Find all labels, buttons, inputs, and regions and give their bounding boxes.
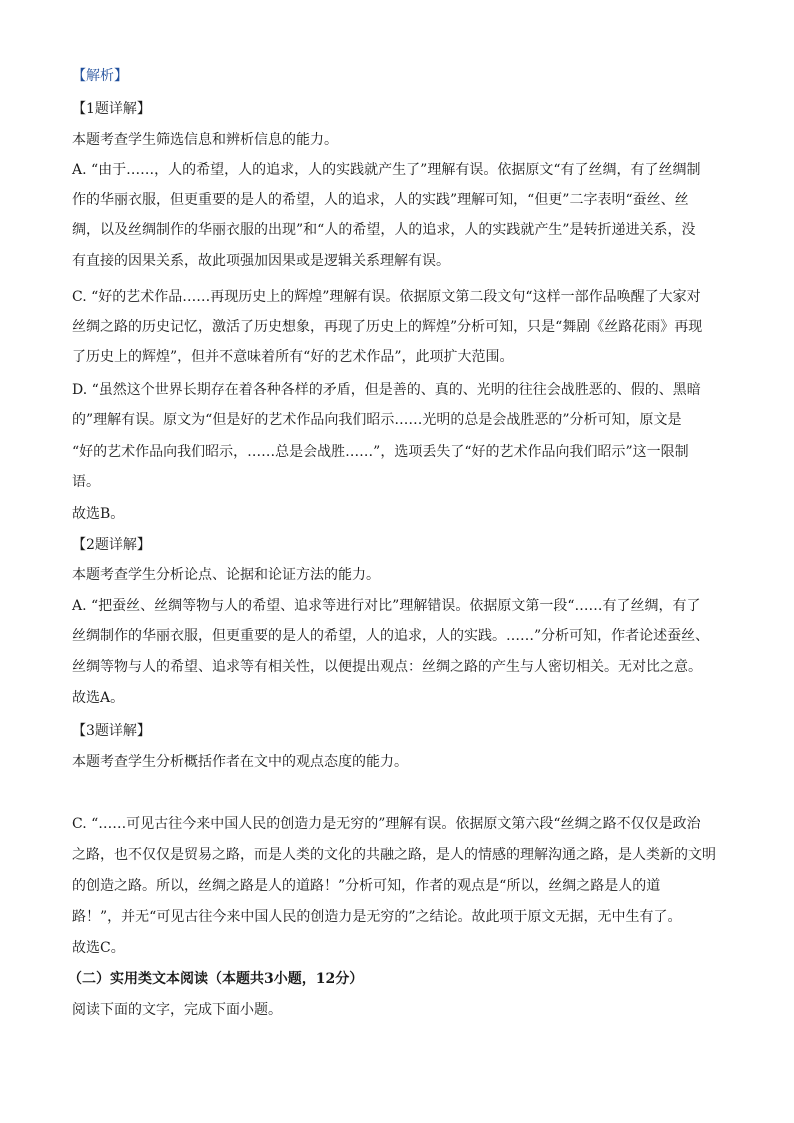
q1-option-a-line: 绸，以及丝绸制作的华丽衣服的出现”和“人的希望，人的追求，人的实践就产生”是转折递进关系，没 bbox=[72, 222, 696, 238]
q1-intro: 本题考查学生筛选信息和辨析信息的能力。 bbox=[72, 132, 338, 148]
q1-option-a-line: 作的华丽衣服，但更重要的是人的希望，人的追求，人的实践”理解可知，“但更”二字表明“蚕丝、丝 bbox=[72, 192, 689, 208]
q1-option-a-line: 有直接的因果关系，故此项强加因果或是逻辑关系理解有误。 bbox=[72, 253, 450, 269]
q1-header: 【1题详解】 bbox=[72, 101, 151, 117]
q1-option-d-line: 的”理解有误。原文为“但是好的艺术作品向我们昭示……光明的总是会战胜恶的”分析可知，原文是 bbox=[72, 412, 682, 428]
q3-answer: 故选C。 bbox=[72, 940, 125, 956]
q1-option-d-line: “好的艺术作品向我们昭示，……总是会战胜……”，选项丢失了“好的艺术作品向我们昭示”这一限制 bbox=[72, 444, 689, 460]
q1-option-c-line: 了历史上的辉煌”，但并不意味着所有“好的艺术作品”，此项扩大范围。 bbox=[72, 349, 514, 365]
q1-option-c-line: 丝绸之路的历史记忆，激活了历史想象，再现了历史上的辉煌”分析可知，只是“舞剧《丝路花雨》再现 bbox=[72, 319, 703, 335]
q3-option-c-line: 路！”，并无“可见古往今来中国人民的创造力是无穷的”之结论。故此项于原文无据，无中生有了。 bbox=[72, 909, 682, 925]
q3-intro: 本题考查学生分析概括作者在文中的观点态度的能力。 bbox=[72, 754, 408, 770]
q2-option-a-line: 丝绸制作的华丽衣服，但更重要的是人的希望，人的追求，人的实践。……”分析可知，作者论述蚕丝、 bbox=[72, 628, 710, 644]
q2-header: 【2题详解】 bbox=[72, 537, 151, 553]
q3-option-c-line: 的创造之路。所以，丝绸之路是人的道路！”分析可知，作者的观点是“所以，丝绸之路是人的道 bbox=[72, 878, 661, 894]
q1-option-a-line: A. “由于……，人的希望，人的追求，人的实践就产生了”理解有误。依据原文“有了丝绸，有了丝绸制 bbox=[72, 162, 701, 178]
q1-option-d-line: 语。 bbox=[72, 474, 100, 490]
q2-option-a-line: 丝绸等物与人的希望、追求等有相关性，以便提出观点：丝绸之路的产生与人密切相关。无对比之意。 bbox=[72, 659, 702, 675]
section-title: （二）实用类文本阅读（本题共3小题，12分） bbox=[68, 971, 364, 987]
analysis-header: 【解析】 bbox=[72, 68, 128, 84]
q1-answer: 故选B。 bbox=[72, 506, 125, 522]
q3-option-c-line: 之路，也不仅仅是贸易之路，而是人类的文化的共融之路，是人的情感的理解沟通之路，是人类新的文明 bbox=[72, 847, 716, 863]
q1-option-d-line: D. “虽然这个世界长期存在着各种各样的矛盾，但是善的、真的、光明的往往会战胜恶的、假的、黑暗 bbox=[72, 382, 701, 398]
q2-intro: 本题考查学生分析论点、论据和论证方法的能力。 bbox=[72, 567, 380, 583]
q2-option-a-line: A. “把蚕丝、丝绸等物与人的希望、追求等进行对比”理解错误。依据原文第一段“……有了丝绸，有了 bbox=[72, 598, 701, 614]
q3-option-c-line: C. “……可见古往今来中国人民的创造力是无穷的”理解有误。依据原文第六段“丝绸之路不仅仅是政治 bbox=[72, 816, 701, 832]
q2-answer: 故选A。 bbox=[72, 690, 125, 706]
section-instruction: 阅读下面的文字，完成下面小题。 bbox=[72, 1002, 282, 1018]
q1-option-c-line: C. “好的艺术作品……再现历史上的辉煌”理解有误。依据原文第二段文句“这样一部作品唤醒了大家对 bbox=[72, 289, 701, 305]
q3-header: 【3题详解】 bbox=[72, 723, 151, 739]
